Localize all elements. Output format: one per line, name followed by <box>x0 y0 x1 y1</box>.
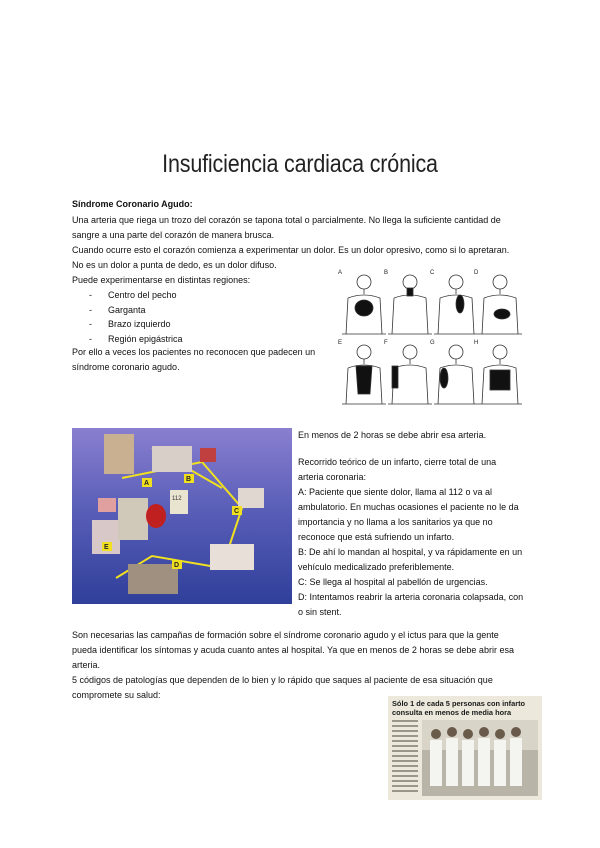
infarct-route-diagram <box>72 428 292 604</box>
paragraph-line: D: Intentamos reabrir la arteria coronaria colapsada, con <box>298 592 524 602</box>
news-headline: consulta en menos de media hora <box>392 708 512 717</box>
paragraph-line: pueda identificar los síntomas y acuda cuanto antes al hospital. Ya que en menos de 2 horas se debe abrir esa <box>72 645 514 655</box>
paragraph-line: arteria. <box>72 660 101 670</box>
route-label: A <box>144 480 150 487</box>
page-title: Insuficiencia cardiaca crónica <box>162 150 438 178</box>
pain-regions-figure <box>338 268 522 408</box>
newspaper-clipping <box>388 696 542 800</box>
paragraph-line: compromete su salud: <box>72 690 161 700</box>
figure-label: C <box>430 270 435 276</box>
paragraph-line: ambulatorio. En muchas ocasiones el paciente no le da <box>298 502 519 512</box>
paragraph-line: Puede experimentarse en distintas regiones: <box>72 275 251 285</box>
paragraph-line: Cuando ocurre esto el corazón comienza a experimentar un dolor. Es un dolor opresivo, como si lo apretaran. <box>72 245 510 255</box>
paragraph-line: sangre a una parte del corazón de manera brusca. <box>72 230 275 240</box>
list-item: - Brazo izquierdo <box>72 317 183 332</box>
paragraph-line: En menos de 2 horas se debe abrir esa arteria. <box>298 430 487 440</box>
paragraph-line: B: De ahí lo mandan al hospital, y va rápidamente en un <box>298 547 523 557</box>
paragraph-line: vehículo medicalizado preferiblemente. <box>298 562 455 572</box>
figure-label: G <box>430 340 435 346</box>
route-label: E <box>104 544 109 551</box>
paragraph-line: A: Paciente que siente dolor, llama al 112 o va al <box>298 487 492 497</box>
regions-list <box>72 288 183 346</box>
paragraph-line: C: Se llega al hospital al pabellón de urgencias. <box>298 577 488 587</box>
figure-label: B <box>384 270 389 276</box>
list-item: - Región epigástrica <box>72 332 183 347</box>
paragraph-line: No es un dolor a punta de dedo, es un dolor difuso. <box>72 260 277 270</box>
paragraph-line: Son necesarias las campañas de formación sobre el síndrome coronario agudo y el ictus para que la gente <box>72 630 499 640</box>
phone-number-label: 112 <box>172 496 182 502</box>
figure-label: H <box>474 340 479 346</box>
route-label: B <box>186 476 192 483</box>
figure-label: E <box>338 340 343 346</box>
paragraph-line: Recorrido teórico de un infarto, cierre total de una <box>298 457 497 467</box>
paragraph-line: o sin stent. <box>298 607 342 617</box>
paragraph-line: importancia y no llama a los sanitarios ya que no <box>298 517 493 527</box>
paragraph-line: reconoce que está sufriendo un infarto. <box>298 532 455 542</box>
list-item: - Centro del pecho <box>72 288 183 303</box>
paragraph-line: arteria coronaria: <box>298 472 367 482</box>
figure-label: F <box>384 340 388 346</box>
paragraph-line: Una arteria que riega un trozo del corazón se tapona total o parcialmente. No llega la suficiente cantidad de <box>72 215 501 225</box>
paragraph-line: 5 códigos de patologías que dependen de lo bien y lo rápido que saques al paciente de esa situación que <box>72 675 493 685</box>
section-heading: Síndrome Coronario Agudo: <box>72 199 193 209</box>
paragraph-line: Por ello a veces los pacientes no reconocen que padecen un <box>72 347 316 357</box>
route-label: D <box>174 562 180 569</box>
paragraph-line: síndrome coronario agudo. <box>72 362 180 372</box>
route-label: C <box>234 508 240 515</box>
news-headline: Sólo 1 de cada 5 personas con infarto <box>392 699 526 708</box>
list-item: - Garganta <box>72 303 183 318</box>
figure-label: A <box>338 270 343 276</box>
figure-label: D <box>474 270 479 276</box>
